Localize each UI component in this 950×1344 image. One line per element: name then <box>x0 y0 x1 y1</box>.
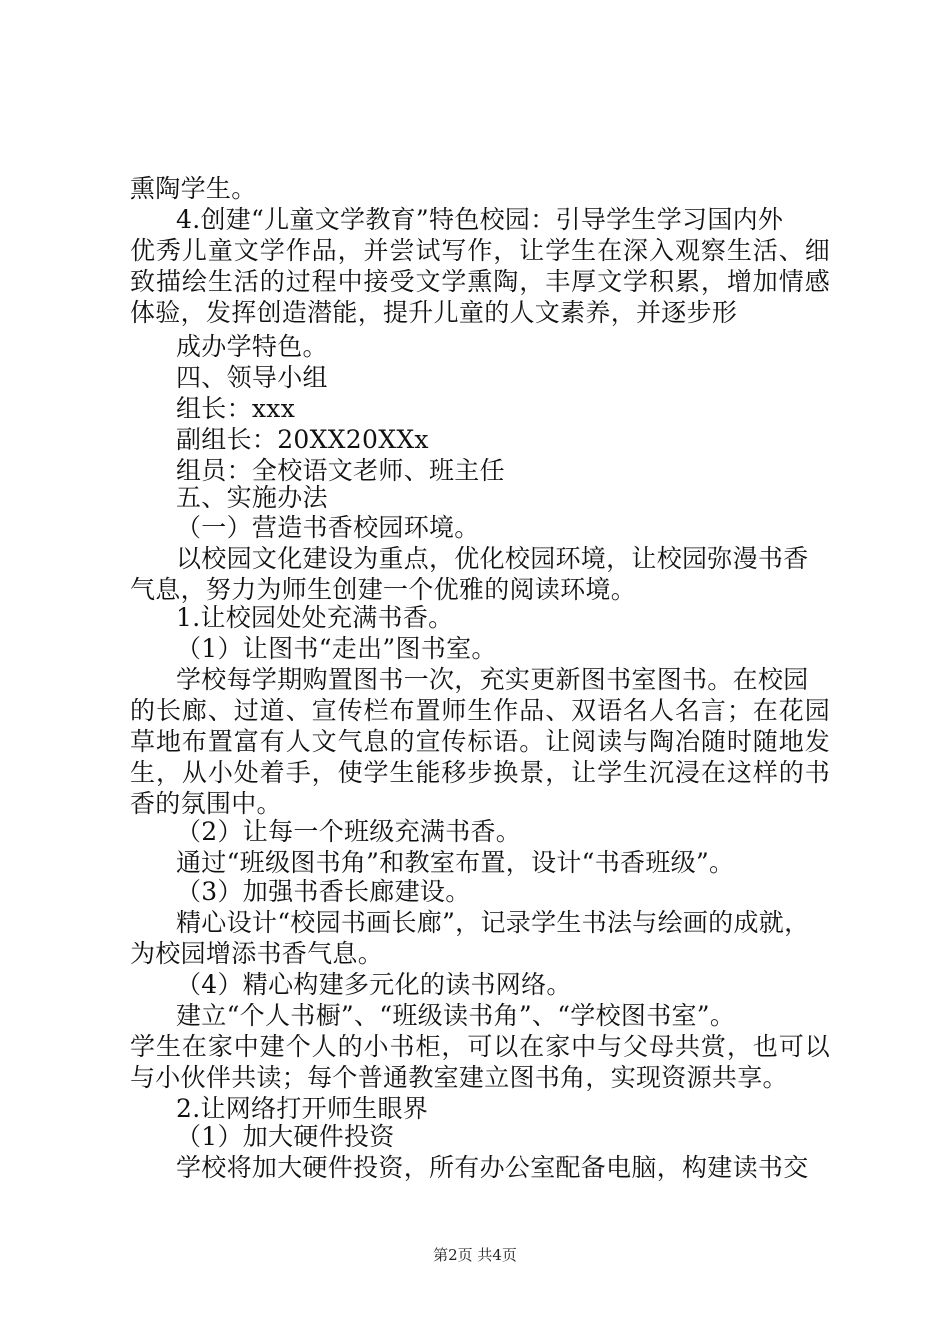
subsection-heading: （一）营造书香校园环境。 <box>176 513 480 542</box>
section-heading: 五、实施办法 <box>176 483 328 512</box>
text-line: 致描绘生活的过程中接受文学熏陶，丰厚文学积累，增加情感 <box>130 267 830 296</box>
text-line: 与小伙伴共读；每个普通教室建立图书角，实现资源共享。 <box>130 1063 788 1092</box>
page-footer: 第2页 共4页 <box>433 1246 517 1264</box>
text-line: 生，从小处着手，使学生能移步换景，让学生沉浸在这样的书 <box>130 758 830 787</box>
text-line: 以校园文化建设为重点，优化校园环境，让校园弥漫书香 <box>176 544 809 573</box>
text-line: 学生在家中建个人的小书柜，可以在家中与父母共赏，也可以 <box>130 1032 830 1061</box>
text-line: 的长廊、过道、宣传栏布置师生作品、双语名人名言；在花园 <box>130 696 830 725</box>
text-line: 2.让网络打开师生眼界 <box>176 1094 429 1123</box>
text-line: 1.让校园处处充满书香。 <box>176 603 454 632</box>
text-line: （1）让图书“走出”图书室。 <box>176 634 497 663</box>
text-line: 精心设计“校园书画长廊”，记录学生书法与绘画的成就， <box>176 908 810 937</box>
text-line: 建立“个人书橱”、“班级读书角”、“学校图书室”。 <box>176 1001 736 1030</box>
text-line: （4）精心构建多元化的读书网络。 <box>176 970 572 999</box>
text-line: 学校每学期购置图书一次，充实更新图书室图书。在校园 <box>176 665 809 694</box>
text-line: 草地布置富有人文气息的宣传标语。让阅读与陶冶随时随地发 <box>130 727 830 756</box>
text-line: （2）让每一个班级充满书香。 <box>176 817 522 846</box>
text-line: 组长：xxx <box>176 394 296 423</box>
text-line: 气息，努力为师生创建一个优雅的阅读环境。 <box>130 575 637 604</box>
section-heading: 四、领导小组 <box>176 363 328 392</box>
text-line: 组员：全校语文老师、班主任 <box>176 456 505 485</box>
text-line: 副组长：20XX20XXx <box>176 425 429 454</box>
text-line: （3）加强书香长廊建设。 <box>176 877 471 906</box>
text-line: 为校园增添书香气息。 <box>130 939 384 968</box>
text-line: （1）加大硬件投资 <box>176 1122 395 1151</box>
text-line: 成办学特色。 <box>176 332 328 361</box>
text-line: 香的氛围中。 <box>130 789 282 818</box>
text-line: 通过“班级图书角”和教室布置，设计“书香班级”。 <box>176 848 735 877</box>
text-line: 优秀儿童文学作品，并尝试写作，让学生在深入观察生活、细 <box>130 236 830 265</box>
text-line: 体验，发挥创造潜能，提升儿童的人文素养，并逐步形 <box>130 298 738 327</box>
text-line: 4.创建“儿童文学教育”特色校园：引导学生学习国内外 <box>176 205 784 234</box>
text-line: 熏陶学生。 <box>130 174 257 203</box>
text-line: 学校将加大硬件投资，所有办公室配备电脑，构建读书交 <box>176 1153 809 1182</box>
